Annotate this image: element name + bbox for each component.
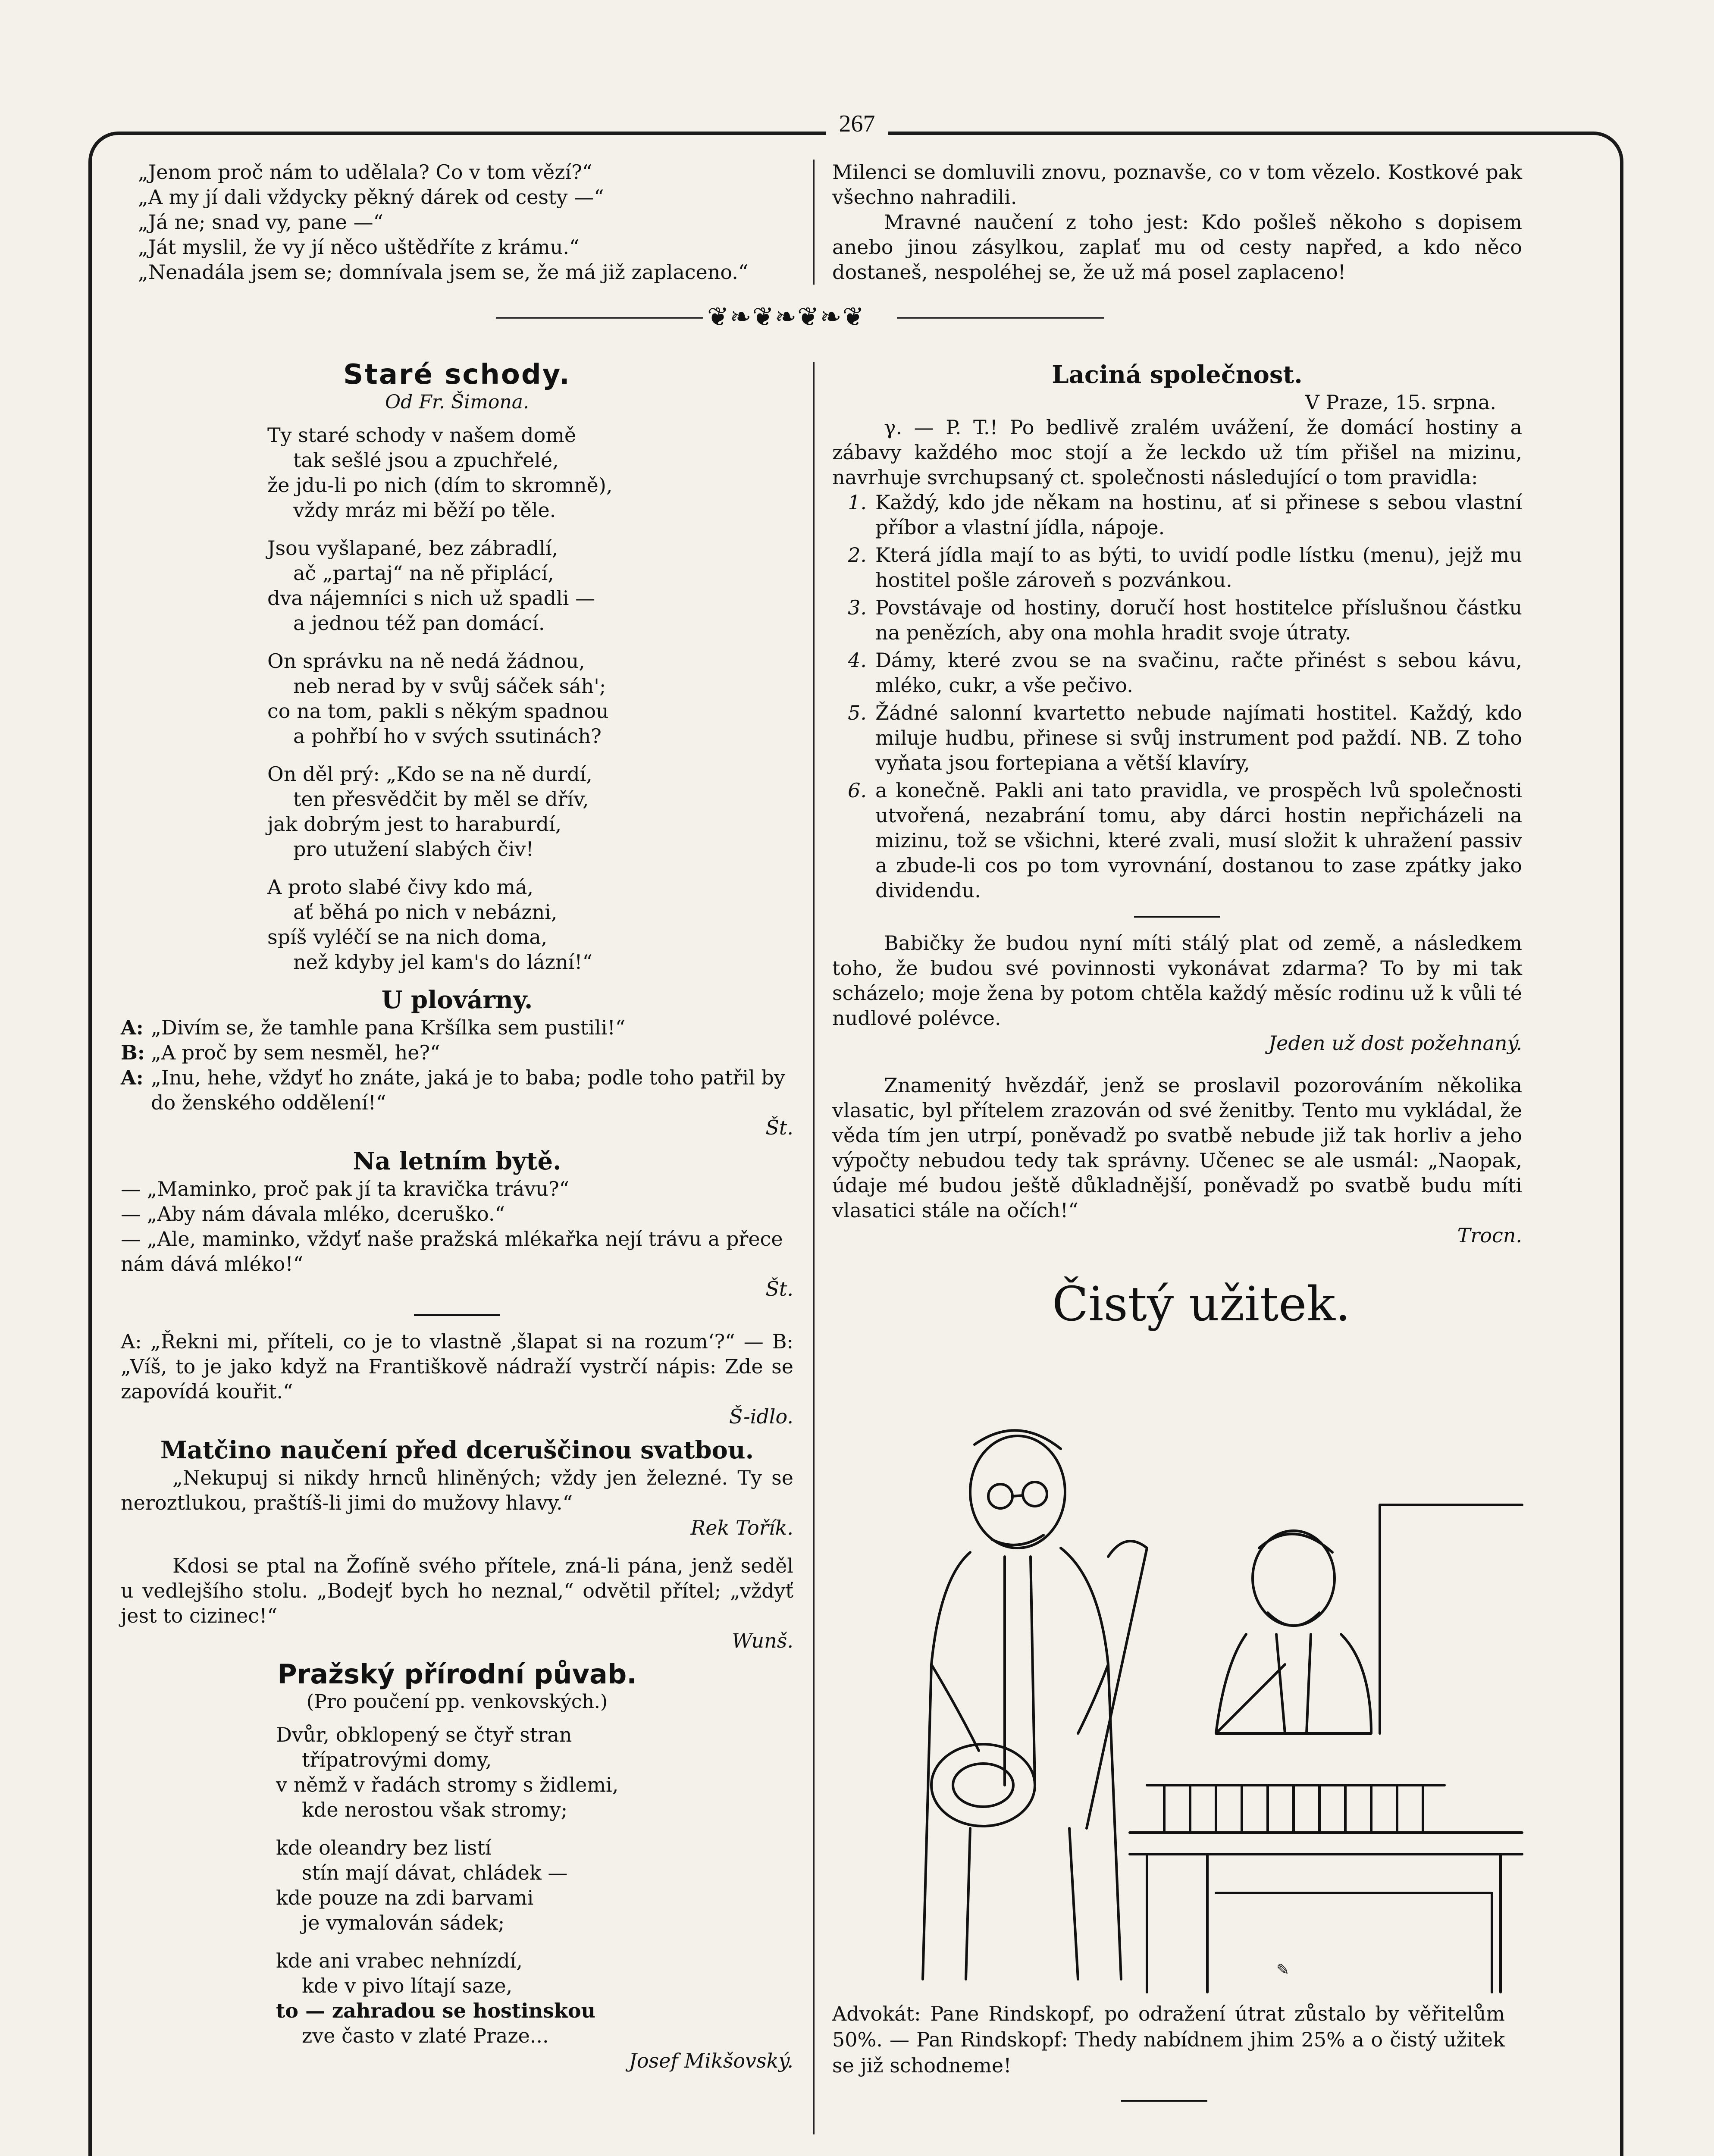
lacina-intro: γ. — P. T.! Po bedlivě zralém uvážení, že domácí hostiny a zábavy každého moc stojí a že leckdo už tím přišel na mizinu, navrhuje svrchupsaný ct. společnosti následující o tom pravidla: [832, 416, 1522, 489]
prazsky-poem [121, 1722, 793, 2048]
dialogue-line: A: „Inu, hehe, vždyť ho znáte, jaká je to baba; podle toho patřil by do ženského oddělení!“ [121, 1066, 785, 1114]
verse: a jednou též pan domácí. [293, 611, 545, 635]
slapat-text: A: „Řekni mi, příteli, co je to vlastně ‚šlapat si na rozum‘?“ — B: „Víš, to je jako když na Františkově nádraží vystrčí nápis: Zde se zapovídá kouřit.“ [121, 1330, 793, 1403]
ornament-rule-right [897, 317, 1104, 319]
top-left-line: „Jenom proč nám to udělala? Co v tom vězí?“ [138, 160, 592, 184]
left-column [121, 354, 793, 2073]
top-right-para: Milenci se domluvili znovu, poznavše, co v tom vězelo. Kostkové pak všechno nahradili. [832, 160, 1522, 209]
verse: a pohřbí ho v svých ssutinách? [293, 724, 602, 748]
signature: Trocn. [1457, 1224, 1522, 1247]
verse: kde oleandry bez listí [276, 1836, 492, 1859]
verse: stín mají dávat, chládek — [302, 1861, 568, 1884]
rule-item: 3. Povstávaje od hostiny, doručí host hostitelce příslušnou částku na penězích, aby ona mohla hradit svoje útraty. [848, 596, 1522, 644]
cartoon-illustration [906, 1397, 1531, 2001]
verse: než kdyby jel kam's do lázní!“ [293, 950, 593, 974]
verse: dva nájemníci s nich už spadli — [267, 586, 595, 610]
column-divider [813, 362, 815, 2134]
matcino-title: Matčino naučení před dceruščinou svatbou. [160, 1436, 754, 1464]
svg-text:✎: ✎ [1276, 1961, 1290, 1978]
cisty-uzitek-title: Čistý užitek. [1052, 1276, 1351, 1332]
page-number-top: 267 [0, 110, 1714, 138]
lacina-title: Laciná společnost. [1052, 360, 1303, 389]
verse: jak dobrým jest to haraburdí, [267, 812, 562, 836]
verse: Jsou vyšlapané, bez zábradlí, [267, 536, 558, 560]
top-right-block [832, 160, 1522, 298]
rule-item: 6. a konečně. Pakli ani tato pravidla, ve prospěch lvů společnosti utvořená, nezabrání tomu, aby dárci hostin nepřicházeli na mizinu, tož se všichni, které zvali, musí složit k uhražení passiv a zbude-li cos po tom vyrovnání, dostanou to zase zpátky jako dividendu. [848, 779, 1522, 902]
signature: Št. [765, 1277, 793, 1300]
ornament-icon: ❦❧❦❧❦❧❦ [707, 302, 865, 332]
babicky-text: Babičky že budou nyní míti stálý plat od země, a následkem toho, že budou své povinnosti vykonávat zdarma? To by mi tak scházelo; moje žena by potom chtěla každý měsíc rodinu už k vůli té nudlové polévce. [832, 931, 1522, 1030]
na-letnim-byte-title: Na letním bytě. [353, 1147, 561, 1175]
cartoon-caption: Advokát: Pane Rindskopf, po odražení útrat zůstalo by věřitelům 50%. — Pan Rindskopf: Thedy nabídnem jhim 25% a o čistý užitek se již schodneme! [832, 2002, 1505, 2077]
top-left-line: „Nenadála jsem se; domnívala jsem se, že má již zaplaceno.“ [138, 260, 749, 284]
stanza [267, 423, 793, 523]
dialogue-line: — „Ale, maminko, vždyť naše pražská mlékařka nejí trávu a přece nám dává mléko!“ [121, 1227, 783, 1275]
stanza [276, 1722, 793, 1822]
verse: co na tom, pakli s někým spadnou [267, 699, 609, 723]
matcino-text: „Nekupuj si nikdy hrnců hliněných; vždy jen železné. Ty se neroztlukou, praštíš-li jimi do mužovy hlavy.“ [121, 1466, 793, 1514]
verse: Ty staré schody v našem domě [267, 423, 577, 447]
dialogue-line: — „Maminko, proč pak jí ta kravička trávu?“ [121, 1177, 570, 1200]
verse: On správku na ně nedá žádnou, [267, 649, 585, 673]
verse: vždy mráz mi běží po těle. [293, 498, 556, 522]
verse: že jdu-li po nich (dím to skromně), [267, 473, 613, 497]
verse: ten přesvědčit by měl se dřív, [293, 787, 589, 811]
verse: neb nerad by v svůj sáček sáh'; [293, 674, 606, 698]
verse: pro utužení slabých čiv! [293, 837, 534, 861]
stanza [267, 761, 793, 862]
top-left-block [138, 160, 776, 285]
top-right-para: Mravné naučení z toho jest: Kdo pošleš někoho s dopisem anebo jinou zásylkou, zaplať mu od cesty napřed, a kdo něco dostaneš, nespoléhej se, že už má posel zaplaceno! [832, 210, 1522, 284]
signature: Jeden už dost požehnaný. [1268, 1031, 1522, 1055]
top-left-line: „A my jí dali vždycky pěkný dárek od cesty —“ [138, 185, 604, 209]
verse: On děl prý: „Kdo se na ně durdí, [267, 762, 592, 786]
prazsky-title: Pražský přírodní půvab. [277, 1658, 637, 1690]
u-plovarny-title: U plovárny. [381, 986, 533, 1014]
verse: v němž v řadách stromy s židlemi, [276, 1773, 619, 1796]
signature: Št. [765, 1116, 793, 1139]
top-left-line: „Ját myslil, že vy jí něco uštědříte z krámu.“ [138, 235, 580, 259]
signature: Rek Tořík. [690, 1516, 793, 1539]
verse: kde pouze na zdi barvami [276, 1886, 534, 1909]
verse: spíš vyléčí se na nich doma, [267, 925, 548, 949]
verse: ať běhá po nich v nebázni, [293, 900, 558, 924]
dialogue-line: B: „A proč by sem nesměl, he?“ [121, 1041, 440, 1064]
verse: A proto slabé čivy kdo má, [267, 875, 534, 899]
column-divider [813, 160, 815, 285]
verse: zve často v zlaté Praze... [302, 2024, 549, 2047]
stare-schody-poem [121, 423, 793, 975]
rule-item: 2. Která jídla mají to as býti, to uvidí podle lístku (menu), jejž mu hostitel pošle zároveň s pozvánkou. [848, 543, 1522, 592]
stare-schody-byline: Od Fr. Šimona. [385, 391, 529, 413]
rule-item: 5. Žádné salonní kvartetto nebude najímati hostitel. Každý, kdo miluje hudbu, přinese si svůj instrument pod paždí. NB. Z toho vyňata jsou fortepiana a větší klavíry, [848, 701, 1522, 774]
stanza [267, 649, 793, 749]
verse: třípatrovými domy, [302, 1748, 492, 1771]
separator [1134, 916, 1220, 918]
stanza [276, 1835, 793, 1935]
ornament-rule-left [496, 317, 703, 319]
verse: Dvůr, obklopený se čtyř stran [276, 1723, 572, 1746]
stare-schody-title: Staré schody. [343, 359, 571, 391]
rule-item: 4. Dámy, které zvou se na svačinu, račte přinést s sebou kávu, mléko, cukr, a vše pečivo. [848, 649, 1522, 697]
lacina-rules [832, 490, 1522, 903]
signature: Š-idlo. [729, 1405, 793, 1428]
stanza [267, 874, 793, 975]
lacina-place: V Praze, 15. srpna. [1305, 391, 1496, 414]
stanza [267, 536, 793, 636]
zofin-text: Kdosi se ptal na Žofíně svého přítele, zná-li pána, jenž seděl u vedlejšího stolu. „Bodejť bych ho neznal,“ odvětil přítel; „vždyť jest to cizinec!“ [121, 1554, 793, 1627]
stanza [276, 1948, 793, 2048]
separator [414, 1314, 500, 1316]
dialogue-line: — „Aby nám dávala mléko, dceruško.“ [121, 1202, 505, 1225]
verse: je vymalován sádek; [302, 1911, 505, 1934]
hvezdar-text: Znamenitý hvězdář, jenž se proslavil pozorováním několika vlasatic, byl přítelem zrazován od své ženitby. Tento mu vykládal, že věda tím jen utrpí, poněvadž po svatbě nebude již tak horliv a jeho výpočty nebudou tedy tak správny. Učenec se ale usmál: „Naopak, údaje mé budou ještě důkladnější, poněvadž po svatbě budu míti vlasatici stále na očích!“ [832, 1074, 1522, 1222]
top-left-line: „Já ne; snad vy, pane —“ [138, 210, 383, 234]
signature: Josef Mikšovský. [629, 2049, 793, 2072]
separator [1121, 2100, 1207, 2102]
verse: kde nerostou však stromy; [302, 1798, 568, 1821]
signature: Wunš. [732, 1629, 793, 1652]
rule-item: 1. Každý, kdo jde někam na hostinu, ať si přinese s sebou vlastní příbor a vlastní jídla, nápoje. [848, 491, 1522, 539]
verse: kde ani vrabec nehnízdí, [276, 1949, 523, 1972]
verse: tak sešlé jsou a zpuchřelé, [293, 448, 559, 472]
prazsky-subtitle: (Pro poučení pp. venkovských.) [306, 1691, 608, 1713]
verse: to — zahradou se hostinskou [276, 1999, 595, 2022]
verse: kde v pivo lítají saze, [302, 1974, 513, 1997]
verse: ač „partaj“ na ně připlácí, [293, 561, 554, 585]
dialogue-line: A: „Divím se, že tamhle pana Kršílka sem pustili!“ [121, 1016, 626, 1039]
right-column [832, 354, 1522, 1248]
